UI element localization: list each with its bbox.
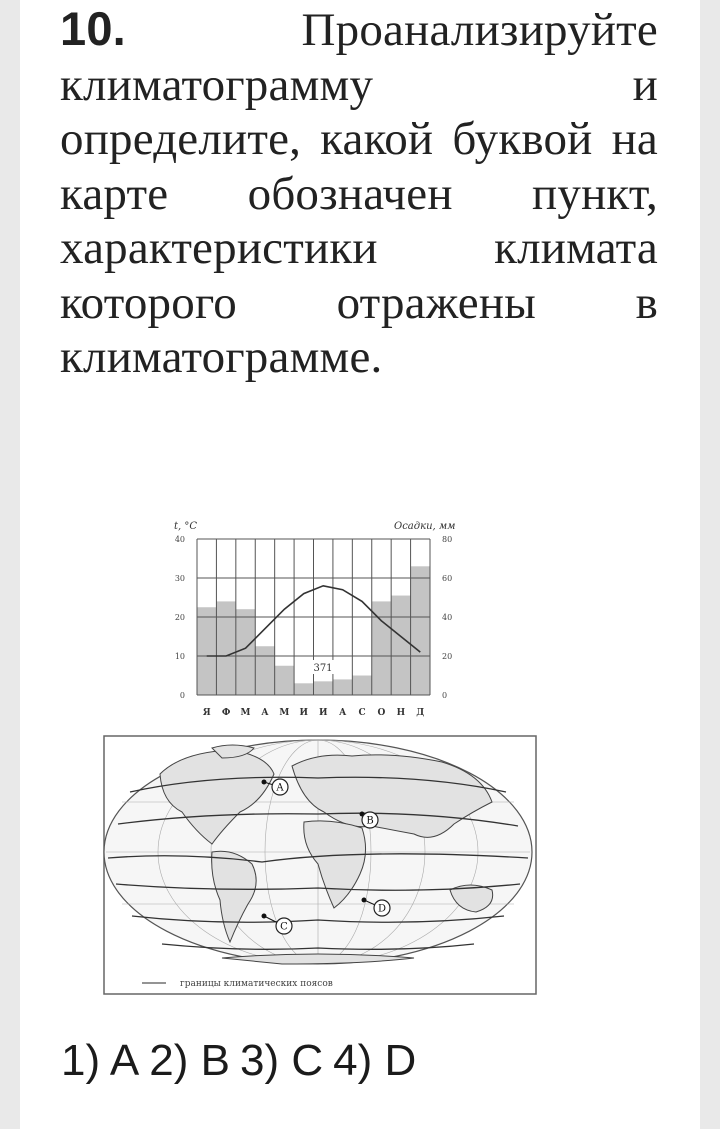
month-tick-label: Ф bbox=[221, 708, 231, 718]
question-text bbox=[60, 2, 658, 385]
precipitation-bar bbox=[333, 679, 352, 695]
temperature-tick-label: 0 bbox=[179, 691, 185, 700]
month-tick-label: А bbox=[338, 708, 347, 718]
month-tick-label: Я bbox=[202, 708, 211, 718]
answer-option-2[interactable]: 2) B bbox=[149, 1036, 230, 1085]
precipitation-tick-label: 80 bbox=[442, 535, 453, 544]
temperature-tick-label: 40 bbox=[174, 535, 185, 544]
temperature-tick-label: 20 bbox=[174, 613, 185, 622]
precipitation-bar bbox=[372, 601, 391, 695]
page-sheet bbox=[20, 0, 700, 1129]
precipitation-tick-label: 0 bbox=[442, 691, 448, 700]
right-axis-label: Осадки, мм bbox=[394, 521, 456, 532]
answer-option-4[interactable]: 4) D bbox=[333, 1036, 417, 1085]
question-number: 10. bbox=[60, 2, 126, 55]
map-point-label: B bbox=[366, 815, 374, 827]
question-body: Проанализируйте климатограмму и определите, какой буквой на карте обозначен пункт, характеристики климата которого отражены в климатограмме. bbox=[60, 4, 658, 383]
precipitation-bar bbox=[197, 607, 216, 695]
precipitation-tick-label: 40 bbox=[442, 613, 453, 622]
map-point-label: C bbox=[280, 921, 288, 933]
precipitation-bar bbox=[411, 566, 430, 695]
precipitation-tick-label: 60 bbox=[442, 574, 453, 583]
month-tick-label: А bbox=[261, 708, 269, 718]
annual-precipitation-label: 371 bbox=[313, 663, 333, 674]
map-point-label: A bbox=[276, 782, 284, 794]
precipitation-bar bbox=[275, 666, 294, 695]
answer-option-3[interactable]: 3) C bbox=[239, 1036, 324, 1085]
precipitation-bar bbox=[391, 596, 410, 695]
month-tick-label: С bbox=[358, 708, 366, 718]
map-legend-text: границы климатических поясов bbox=[180, 979, 333, 989]
precipitation-bar bbox=[236, 609, 255, 695]
temperature-tick-label: 10 bbox=[174, 652, 185, 661]
question-figure bbox=[62, 512, 552, 1002]
month-tick-label: И bbox=[299, 708, 309, 718]
answer-options bbox=[61, 1036, 426, 1086]
month-tick-label: И bbox=[318, 708, 328, 718]
temperature-tick-label: 30 bbox=[174, 574, 185, 583]
month-tick-label: М bbox=[279, 708, 290, 718]
precipitation-tick-label: 20 bbox=[442, 652, 453, 661]
month-tick-label: Н bbox=[396, 708, 406, 718]
precipitation-bar bbox=[314, 681, 333, 695]
left-axis-label: t, °C bbox=[174, 521, 198, 532]
climatogram bbox=[174, 521, 455, 718]
month-tick-label: М bbox=[240, 708, 251, 718]
month-tick-label: О bbox=[377, 708, 386, 718]
world-map bbox=[104, 736, 536, 994]
precipitation-bar bbox=[255, 646, 274, 695]
precipitation-bar bbox=[294, 683, 313, 695]
answer-option-1[interactable]: 1) A bbox=[61, 1036, 140, 1085]
precipitation-bar bbox=[216, 601, 235, 695]
month-tick-label: Д bbox=[416, 708, 425, 718]
map-point-label: D bbox=[377, 903, 387, 915]
precipitation-bar bbox=[352, 676, 371, 696]
